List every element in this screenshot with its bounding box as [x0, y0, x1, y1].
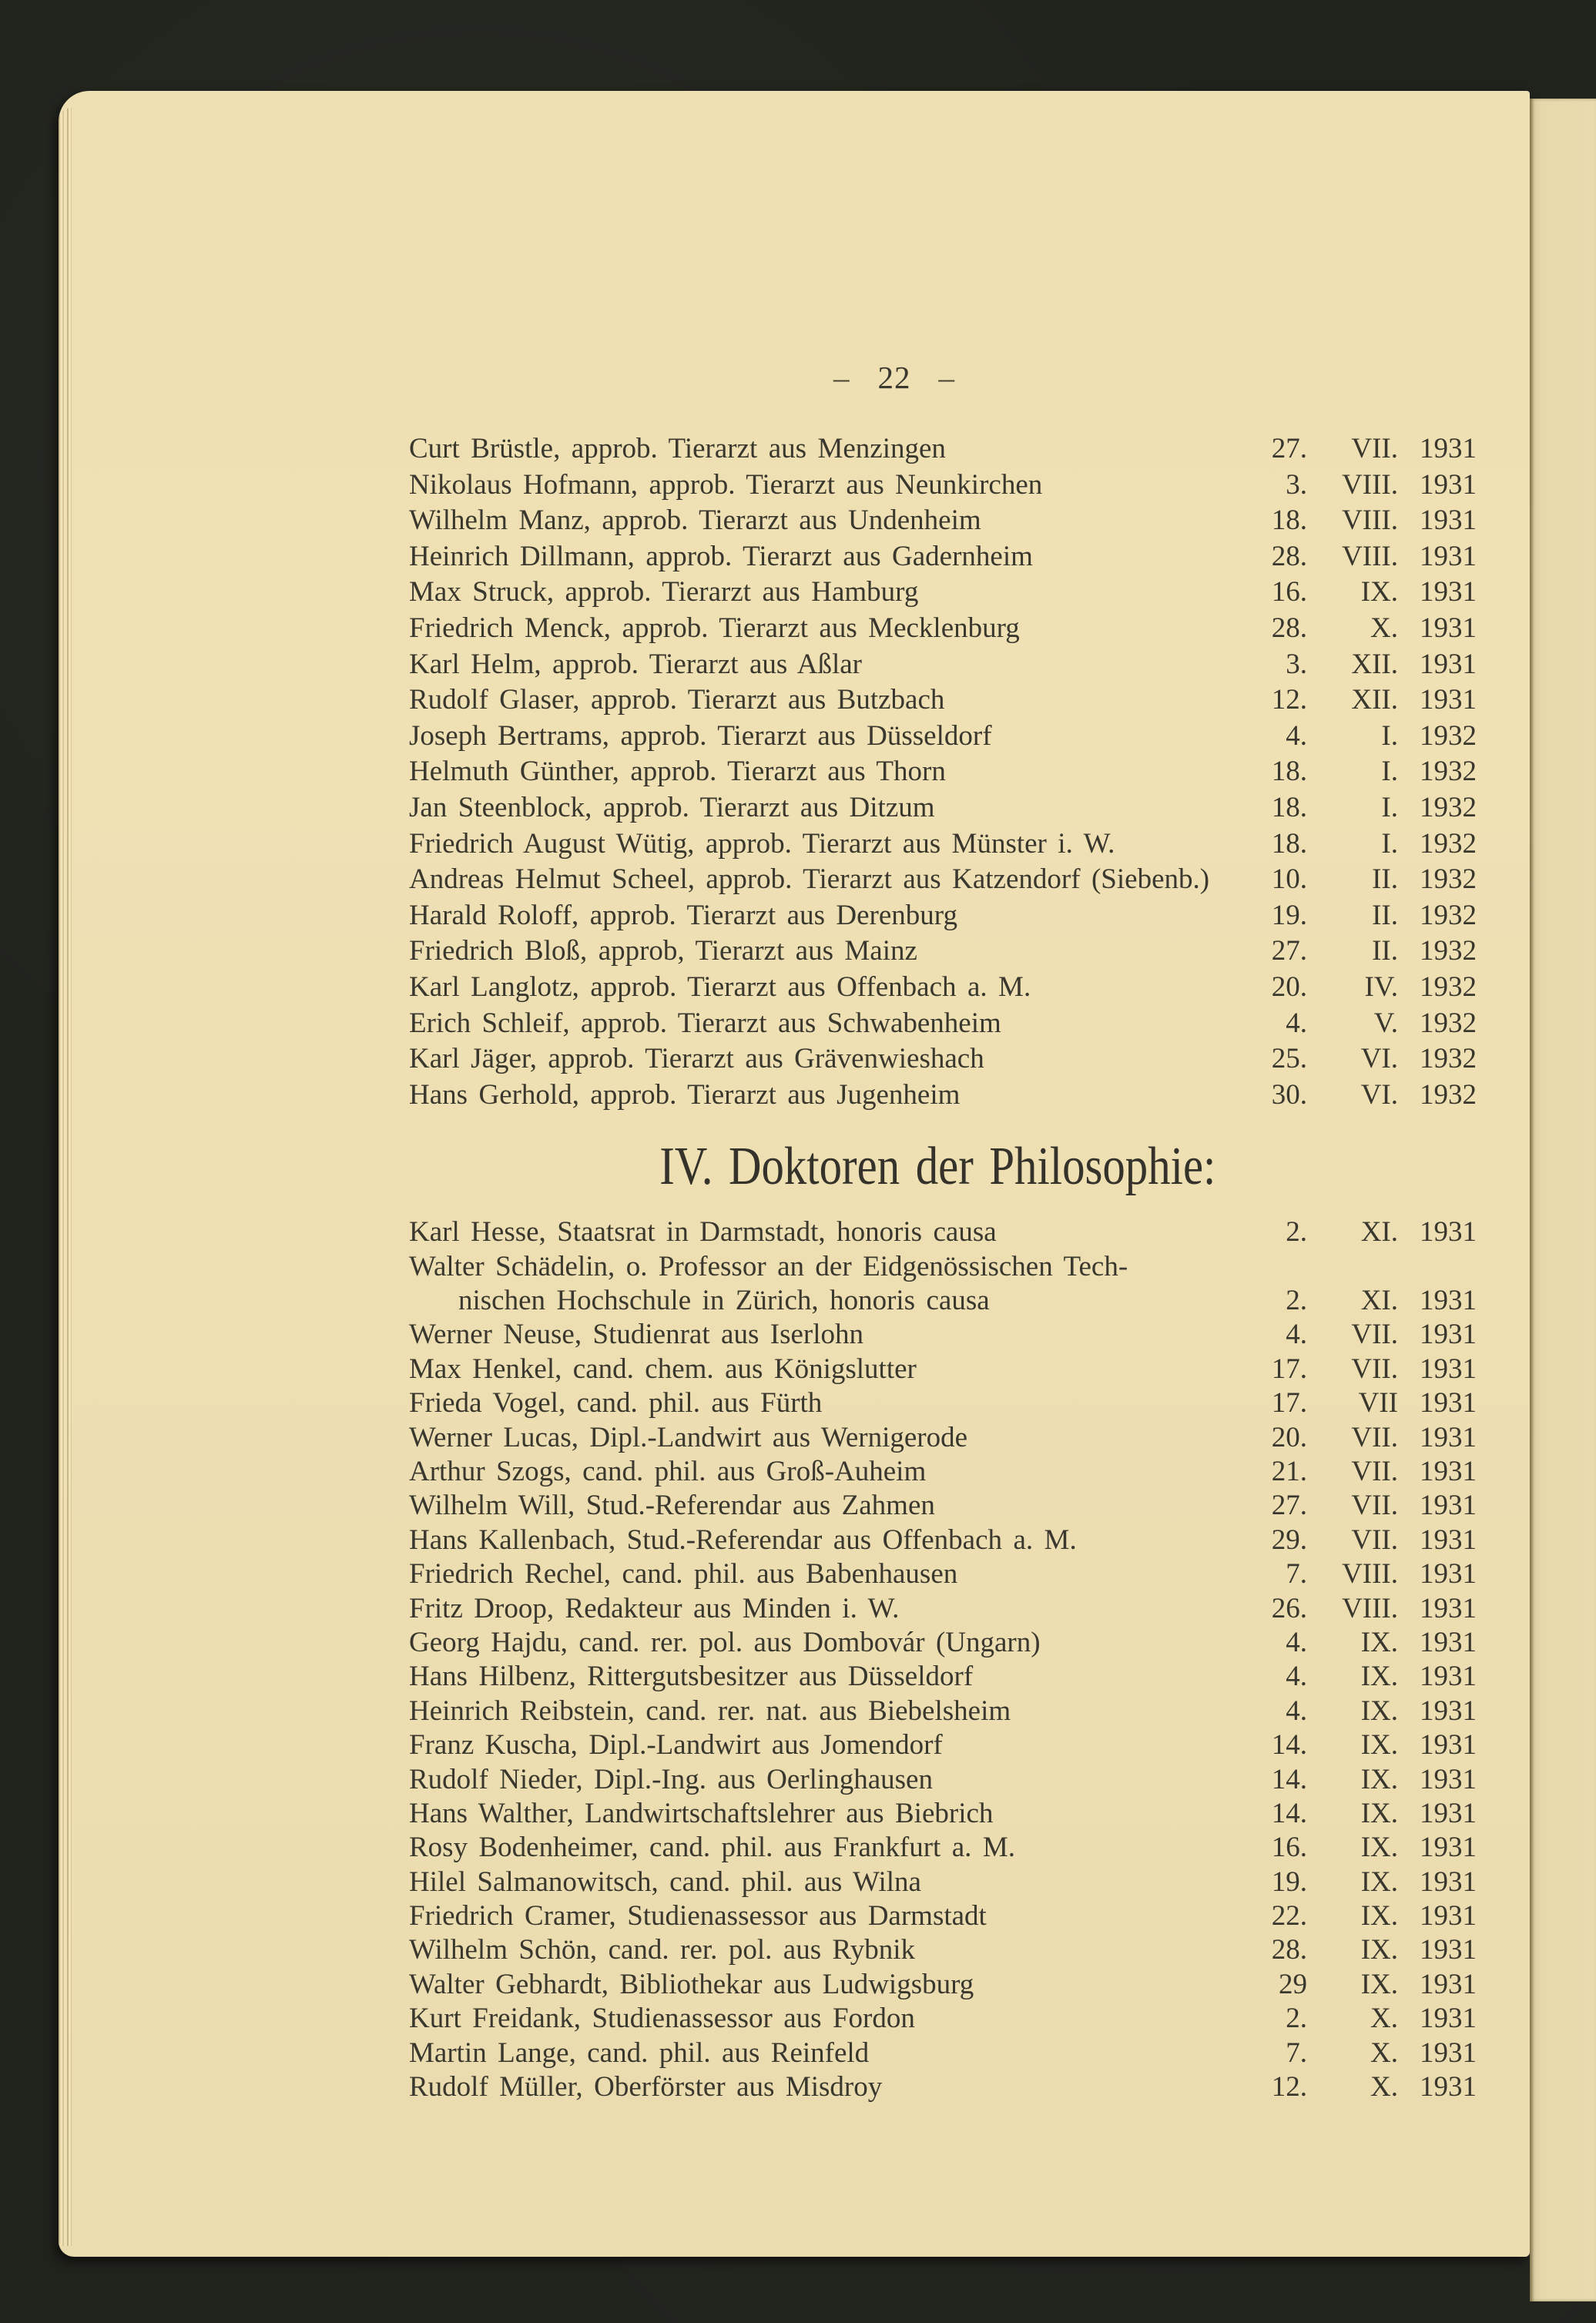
entry-day: 2. [1286, 1285, 1307, 1317]
entry-month: VII. [1351, 1524, 1398, 1556]
list-item [409, 1386, 1477, 1420]
page-number-value: 22 [877, 360, 911, 395]
entry-name: Hilel Salmanowitsch, cand. phil. aus Wilna [409, 1865, 921, 1898]
entry-day: 16. [1271, 1832, 1307, 1864]
entry-name: Erich Schleif, approb. Tierarzt aus Schwabenheim [409, 1007, 1001, 1039]
entry-month: IX. [1360, 1900, 1398, 1932]
entry-day: 7. [1286, 2036, 1307, 2069]
entry-month: II. [1372, 863, 1398, 896]
list-item [409, 1865, 1477, 1899]
entry-day: 14. [1271, 1797, 1307, 1829]
entry-name: Wilhelm Schön, cand. rer. pol. aus Rybnik [409, 1934, 916, 1966]
entry-month: IX. [1360, 1626, 1398, 1658]
list-item [409, 1421, 1477, 1455]
entry-day: 14. [1271, 1763, 1307, 1795]
entry-name: Rosy Bodenheimer, cand. phil. aus Frankfurt a. M. [409, 1832, 1015, 1864]
list-item [409, 648, 1477, 684]
entry-year: 1932 [1420, 756, 1477, 788]
entry-day: 17. [1271, 1353, 1307, 1385]
entry-year: 1931 [1420, 1968, 1477, 2000]
entry-month: VII. [1351, 1490, 1398, 1522]
entry-year: 1931 [1420, 2036, 1477, 2069]
entry-day: 12. [1271, 684, 1307, 716]
entry-day: 26. [1271, 1592, 1307, 1624]
entry-year: 1931 [1420, 1865, 1477, 1898]
entry-name: Wilhelm Will, Stud.-Referendar aus Zahmen [409, 1490, 935, 1522]
list-item [409, 1353, 1477, 1386]
entry-month: X. [1370, 2036, 1398, 2069]
entry-year: 1931 [1420, 1456, 1477, 1488]
entry-day: 4. [1286, 719, 1307, 752]
entry-name: Werner Neuse, Studienrat aus Iserlohn [409, 1319, 864, 1351]
entry-month: IX. [1360, 1661, 1398, 1693]
entry-day: 25. [1271, 1043, 1307, 1075]
list-item [409, 540, 1477, 576]
list-item [409, 1318, 1477, 1352]
list-item [409, 1042, 1477, 1078]
entry-name: Rudolf Müller, Oberförster aus Misdroy [409, 2071, 883, 2103]
entry-name: Hans Hilbenz, Rittergutsbesitzer aus Düsseldorf [409, 1661, 974, 1693]
entry-day: 21. [1271, 1456, 1307, 1488]
entry-name: Walter Gebhardt, Bibliothekar aus Ludwigsburg [409, 1968, 974, 2000]
list-item [409, 719, 1477, 756]
entry-name: Friedrich Bloß, approb, Tierarzt aus Mainz [409, 935, 917, 967]
entry-day: 3. [1286, 468, 1307, 501]
entry-month: VI. [1360, 1078, 1398, 1111]
entry-day: 17. [1271, 1387, 1307, 1420]
entry-year: 1931 [1420, 648, 1477, 680]
entry-day: 20. [1271, 970, 1307, 1003]
entry-day: 28. [1271, 612, 1307, 644]
entry-year: 1931 [1420, 1421, 1477, 1453]
entry-day: 4. [1286, 1661, 1307, 1693]
list-item [409, 1250, 1477, 1284]
entry-name: Max Henkel, cand. chem. aus Königslutter [409, 1353, 917, 1385]
entry-name: Nikolaus Hofmann, approb. Tierarzt aus Neunkirchen [409, 468, 1043, 501]
entry-day: 18. [1271, 791, 1307, 823]
entry-year: 1931 [1420, 1934, 1477, 1966]
page-number [409, 359, 1380, 396]
entry-year: 1931 [1420, 1661, 1477, 1693]
list-item [409, 575, 1477, 612]
list-item [409, 1899, 1477, 1933]
entry-name: Arthur Szogs, cand. phil. aus Groß-Auheim [409, 1456, 927, 1488]
list-item [409, 1933, 1477, 1967]
entry-name: Friedrich Cramer, Studienassessor aus Darmstadt [409, 1900, 987, 1932]
list-item [409, 1078, 1477, 1115]
entry-name: Karl Langlotz, approb. Tierarzt aus Offenbach a. M. [409, 970, 1031, 1003]
list-item [409, 2002, 1477, 2036]
entry-month: IX. [1360, 1968, 1398, 2000]
entry-month: IX. [1360, 1865, 1398, 1898]
page-content [409, 432, 1477, 2104]
entry-name: Hans Gerhold, approb. Tierarzt aus Jugenheim [409, 1078, 961, 1111]
entry-year: 1931 [1420, 1694, 1477, 1727]
entry-name: Friedrich August Wütig, approb. Tierarzt aus Münster i. W. [409, 827, 1115, 860]
entry-year: 1931 [1420, 1900, 1477, 1932]
entry-day: 10. [1271, 863, 1307, 896]
list-item [409, 1489, 1477, 1523]
entry-name: Fritz Droop, Redakteur aus Minden i. W. [409, 1592, 900, 1624]
entry-month: IX. [1360, 1763, 1398, 1795]
entry-year: 1931 [1420, 684, 1477, 716]
entry-month: VIII. [1342, 540, 1398, 572]
entry-day: 27. [1271, 935, 1307, 967]
entry-month: VI. [1360, 1043, 1398, 1075]
entry-month: IX. [1360, 1934, 1398, 1966]
entry-name: Kurt Freidank, Studienassessor aus Fordon [409, 2003, 915, 2035]
entry-day: 16. [1271, 576, 1307, 608]
entry-day: 18. [1271, 756, 1307, 788]
entry-year: 1931 [1420, 1797, 1477, 1829]
entry-day: 30. [1271, 1078, 1307, 1111]
list-item [409, 1284, 1477, 1318]
list-item [409, 1524, 1477, 1557]
entry-name: Martin Lange, cand. phil. aus Reinfeld [409, 2036, 870, 2069]
page-number-dash-left: – [833, 360, 850, 395]
section-heading: IV. Doktoren der Philosophie: [659, 1137, 1216, 1197]
entry-year: 1931 [1420, 468, 1477, 501]
veterinarians-list [409, 432, 1477, 1114]
list-item [409, 504, 1477, 540]
entry-name: Karl Jäger, approb. Tierarzt aus Grävenwieshach [409, 1043, 984, 1075]
entry-name: Hans Walther, Landwirtschaftslehrer aus Biebrich [409, 1797, 994, 1829]
entry-day: 18. [1271, 827, 1307, 860]
entry-month: XI. [1360, 1216, 1398, 1249]
entry-year: 1931 [1420, 1592, 1477, 1624]
entry-name: Andreas Helmut Scheel, approb. Tierarzt aus Katzendorf (Siebenb.) [409, 863, 1210, 896]
entry-month: I. [1381, 719, 1398, 752]
entry-day: 7. [1286, 1558, 1307, 1591]
entry-year: 1931 [1420, 433, 1477, 464]
entry-month: IX. [1360, 576, 1398, 608]
list-item [409, 1215, 1477, 1249]
entry-year: 1931 [1420, 1319, 1477, 1351]
entry-month: VIII. [1342, 504, 1398, 537]
entry-name: Joseph Bertrams, approb. Tierarzt aus Düsseldorf [409, 719, 992, 752]
entry-year: 1931 [1420, 1387, 1477, 1420]
entry-name: Helmuth Günther, approb. Tierarzt aus Thorn [409, 756, 946, 788]
entry-month: IV. [1364, 970, 1398, 1003]
entry-year: 1931 [1420, 1353, 1477, 1385]
entry-month: II. [1372, 935, 1398, 967]
list-item [409, 1763, 1477, 1797]
list-item [409, 1660, 1477, 1694]
entry-day: 28. [1271, 1934, 1307, 1966]
entry-month: XII. [1351, 684, 1398, 716]
entry-month: XI. [1360, 1285, 1398, 1317]
entry-name: Hans Kallenbach, Stud.-Referendar aus Offenbach a. M. [409, 1524, 1077, 1556]
list-item [409, 1694, 1477, 1728]
entry-name: Karl Helm, approb. Tierarzt aus Aßlar [409, 648, 862, 680]
entry-month: I. [1381, 756, 1398, 788]
list-item [409, 1557, 1477, 1591]
entry-day: 3. [1286, 648, 1307, 680]
entry-month: VIII. [1342, 1558, 1398, 1591]
list-item [409, 970, 1477, 1007]
entry-day: 22. [1271, 1900, 1307, 1932]
entry-day: 20. [1271, 1421, 1307, 1453]
entry-name: Werner Lucas, Dipl.-Landwirt aus Wernigerode [409, 1421, 968, 1453]
entry-day: 4. [1286, 1694, 1307, 1727]
entry-name: Curt Brüstle, approb. Tierarzt aus Menzingen [409, 433, 946, 464]
entry-day: 2. [1286, 2003, 1307, 2035]
entry-day: 2. [1286, 1216, 1307, 1249]
entry-year: 1931 [1420, 1763, 1477, 1795]
entry-day: 12. [1271, 2071, 1307, 2103]
entry-year: 1931 [1420, 1524, 1477, 1556]
entry-month: VII. [1351, 1353, 1398, 1385]
entry-year: 1931 [1420, 504, 1477, 537]
entry-day: 14. [1271, 1729, 1307, 1762]
entry-name: Franz Kuscha, Dipl.-Landwirt aus Jomendorf [409, 1729, 943, 1762]
list-item [409, 1968, 1477, 2002]
entry-month: VII. [1351, 1319, 1398, 1351]
entry-month: IX. [1360, 1832, 1398, 1864]
entry-name: Rudolf Glaser, approb. Tierarzt aus Butzbach [409, 684, 945, 716]
entry-day: 18. [1271, 504, 1307, 537]
entry-year: 1932 [1420, 935, 1477, 967]
entry-month: IX. [1360, 1797, 1398, 1829]
list-item [409, 468, 1477, 504]
entry-month: XII. [1351, 648, 1398, 680]
entry-month: I. [1381, 791, 1398, 823]
entry-name: Rudolf Nieder, Dipl.-Ing. aus Oerlinghausen [409, 1763, 933, 1795]
entry-month: V. [1373, 1007, 1398, 1039]
entry-day: 19. [1271, 1865, 1307, 1898]
entry-year: 1931 [1420, 2071, 1477, 2103]
entry-day: 4. [1286, 1626, 1307, 1658]
entry-year: 1931 [1420, 2003, 1477, 2035]
entry-year: 1932 [1420, 899, 1477, 931]
list-item [409, 1455, 1477, 1489]
entry-month: VII. [1351, 433, 1398, 464]
list-item [409, 612, 1477, 648]
entry-day: 29. [1271, 1524, 1307, 1556]
entry-year: 1932 [1420, 1007, 1477, 1039]
entry-day: 19. [1271, 899, 1307, 931]
list-item [409, 683, 1477, 719]
doctors-of-philosophy-list [409, 1215, 1477, 2104]
entry-month: VII [1358, 1387, 1398, 1420]
entry-year: 1931 [1420, 612, 1477, 644]
list-item [409, 899, 1477, 935]
entry-year: 1931 [1420, 576, 1477, 608]
entry-name: Harald Roloff, approb. Tierarzt aus Derenburg [409, 899, 957, 931]
page-number-dash-right: – [938, 360, 955, 395]
entry-day: 28. [1271, 540, 1307, 572]
entry-name: Walter Schädelin, o. Professor an der Eidgenössischen Tech- [409, 1250, 1128, 1282]
entry-name: Wilhelm Manz, approb. Tierarzt aus Undenheim [409, 504, 981, 537]
entry-day: 4. [1286, 1007, 1307, 1039]
entry-name: Karl Hesse, Staatsrat in Darmstadt, honoris causa [409, 1216, 997, 1249]
entry-month: X. [1370, 2003, 1398, 2035]
entry-year: 1932 [1420, 791, 1477, 823]
entry-month: VIII. [1342, 1592, 1398, 1624]
entry-year: 1931 [1420, 1626, 1477, 1658]
entry-day: 29 [1279, 1968, 1307, 2000]
entry-year: 1931 [1420, 1729, 1477, 1762]
entry-month: IX. [1360, 1694, 1398, 1727]
list-item [409, 1007, 1477, 1043]
list-item [409, 1831, 1477, 1865]
entry-year: 1932 [1420, 719, 1477, 752]
entry-name: Friedrich Rechel, cand. phil. aus Babenhausen [409, 1558, 958, 1591]
list-item [409, 827, 1477, 863]
entry-year: 1932 [1420, 863, 1477, 896]
entry-name: Georg Hajdu, cand. rer. pol. aus Dombovár (Ungarn) [409, 1626, 1041, 1658]
entry-day: 27. [1271, 433, 1307, 464]
entry-year: 1931 [1420, 1558, 1477, 1591]
list-item [409, 1797, 1477, 1831]
list-item [409, 2036, 1477, 2070]
list-item [409, 2070, 1477, 2104]
entry-name: Heinrich Dillmann, approb. Tierarzt aus Gadernheim [409, 540, 1033, 572]
entry-day: 4. [1286, 1319, 1307, 1351]
list-item [409, 755, 1477, 791]
entry-name: nischen Hochschule in Zürich, honoris causa [458, 1285, 990, 1317]
entry-year: 1932 [1420, 1078, 1477, 1111]
entry-year: 1931 [1420, 540, 1477, 572]
list-item [409, 934, 1477, 970]
entry-name: Jan Steenblock, approb. Tierarzt aus Ditzum [409, 791, 935, 823]
entry-year: 1931 [1420, 1832, 1477, 1864]
list-item [409, 432, 1477, 468]
entry-year: 1932 [1420, 1043, 1477, 1075]
list-item [409, 791, 1477, 827]
entry-month: VII. [1351, 1456, 1398, 1488]
entry-month: IX. [1360, 1729, 1398, 1762]
entry-name: Max Struck, approb. Tierarzt aus Hamburg [409, 576, 919, 608]
entry-year: 1932 [1420, 827, 1477, 860]
entry-month: I. [1381, 827, 1398, 860]
entry-month: X. [1370, 612, 1398, 644]
list-item [409, 1592, 1477, 1626]
entry-month: II. [1372, 899, 1398, 931]
entry-year: 1931 [1420, 1216, 1477, 1249]
entry-name: Frieda Vogel, cand. phil. aus Fürth [409, 1387, 823, 1420]
entry-year: 1931 [1420, 1285, 1477, 1317]
entry-day: 27. [1271, 1490, 1307, 1522]
list-item [409, 863, 1477, 899]
entry-month: VII. [1351, 1421, 1398, 1453]
entry-name: Heinrich Reibstein, cand. rer. nat. aus Biebelsheim [409, 1694, 1011, 1727]
entry-name: Friedrich Menck, approb. Tierarzt aus Mecklenburg [409, 612, 1020, 644]
next-page-edge [1530, 99, 1596, 2301]
entry-month: VIII. [1342, 468, 1398, 501]
list-item [409, 1626, 1477, 1660]
book-page [59, 91, 1530, 2257]
entry-year: 1932 [1420, 970, 1477, 1003]
list-item [409, 1728, 1477, 1762]
entry-month: X. [1370, 2071, 1398, 2103]
entry-year: 1931 [1420, 1490, 1477, 1522]
